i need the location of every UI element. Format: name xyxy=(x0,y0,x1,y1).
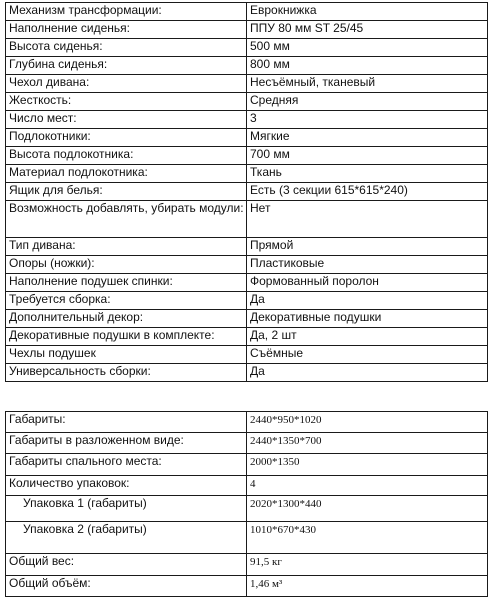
row-value: 2440*1350*700 xyxy=(247,433,488,454)
row-label: Глубина сиденья: xyxy=(6,57,247,75)
table-row xyxy=(6,310,488,328)
row-label: Жесткость: xyxy=(6,93,247,111)
row-value: 1,46 м³ xyxy=(247,576,488,597)
row-label: Чехол дивана: xyxy=(6,75,247,93)
row-value: 2000*1350 xyxy=(247,454,488,476)
row-label: Опоры (ножки): xyxy=(6,256,247,274)
row-value: Съёмные xyxy=(247,346,488,364)
table-row xyxy=(6,346,488,364)
table-row xyxy=(6,454,488,476)
table-row xyxy=(6,576,488,597)
table-row xyxy=(6,57,488,75)
row-value: 2020*1300*440 xyxy=(247,496,488,522)
row-value: Ткань xyxy=(247,165,488,183)
table-row xyxy=(6,21,488,39)
row-value: Несъёмный, тканевый xyxy=(247,75,488,93)
row-label: Общий вес: xyxy=(6,554,247,576)
table-row xyxy=(6,39,488,57)
row-value: Да, 2 шт xyxy=(247,328,488,346)
row-label: Высота подлокотника: xyxy=(6,147,247,165)
row-label: Габариты спального места: xyxy=(6,454,247,476)
row-value: 4 xyxy=(247,476,488,496)
row-value: ППУ 80 мм ST 25/45 xyxy=(247,21,488,39)
table-row xyxy=(6,75,488,93)
table-row xyxy=(6,111,488,129)
row-value: Есть (3 секции 615*615*240) xyxy=(247,183,488,201)
row-label: Упаковка 1 (габариты) xyxy=(6,496,247,522)
row-label: Декоративные подушки в комплекте: xyxy=(6,328,247,346)
row-label: Чехлы подушек xyxy=(6,346,247,364)
row-label: Наполнение подушек спинки: xyxy=(6,274,247,292)
row-value: Да xyxy=(247,292,488,310)
table-row xyxy=(6,274,488,292)
table-row xyxy=(6,476,488,496)
row-value: 2440*950*1020 xyxy=(247,412,488,433)
row-label: Ящик для белья: xyxy=(6,183,247,201)
row-value: Декоративные подушки xyxy=(247,310,488,328)
table-row xyxy=(6,364,488,382)
row-value: Прямой xyxy=(247,238,488,256)
row-value: Да xyxy=(247,364,488,382)
row-value: Мягкие xyxy=(247,129,488,147)
table-row xyxy=(6,256,488,274)
table-row xyxy=(6,93,488,111)
row-label: Дополнительный декор: xyxy=(6,310,247,328)
row-label: Число мест: xyxy=(6,111,247,129)
table-row xyxy=(6,147,488,165)
row-label: Габариты в разложенном виде: xyxy=(6,433,247,454)
row-label: Возможность добавлять, убирать модули: xyxy=(6,201,247,238)
table-row xyxy=(6,129,488,147)
row-label: Универсальность сборки: xyxy=(6,364,247,382)
table-row xyxy=(6,433,488,454)
row-label: Тип дивана: xyxy=(6,238,247,256)
row-value: 91,5 кг xyxy=(247,554,488,576)
table-row xyxy=(6,292,488,310)
row-value: Средняя xyxy=(247,93,488,111)
table-row xyxy=(6,3,488,21)
row-label: Требуется сборка: xyxy=(6,292,247,310)
row-label: Общий объём: xyxy=(6,576,247,597)
table-row xyxy=(6,522,488,554)
row-value: Пластиковые xyxy=(247,256,488,274)
row-value: 500 мм xyxy=(247,39,488,57)
row-value: Нет xyxy=(247,201,488,238)
table-row xyxy=(6,412,488,433)
table-row xyxy=(6,496,488,522)
table-row xyxy=(6,328,488,346)
row-value: 1010*670*430 xyxy=(247,522,488,554)
row-value: 3 xyxy=(247,111,488,129)
row-label: Механизм трансформации: xyxy=(6,3,247,21)
row-value: 800 мм xyxy=(247,57,488,75)
row-value: Формованный поролон xyxy=(247,274,488,292)
row-value: 700 мм xyxy=(247,147,488,165)
table-row xyxy=(6,201,488,238)
row-label: Упаковка 2 (габариты) xyxy=(6,522,247,554)
row-label: Подлокотники: xyxy=(6,129,247,147)
table-row xyxy=(6,165,488,183)
row-label: Габариты: xyxy=(6,412,247,433)
dimensions-table xyxy=(5,411,488,597)
table-row xyxy=(6,183,488,201)
row-label: Количество упаковок: xyxy=(6,476,247,496)
row-label: Наполнение сиденья: xyxy=(6,21,247,39)
row-label: Материал подлокотника: xyxy=(6,165,247,183)
row-value: Еврокнижка xyxy=(247,3,488,21)
row-label: Высота сиденья: xyxy=(6,39,247,57)
specs-table xyxy=(5,2,488,382)
table-row xyxy=(6,238,488,256)
table-row xyxy=(6,554,488,576)
